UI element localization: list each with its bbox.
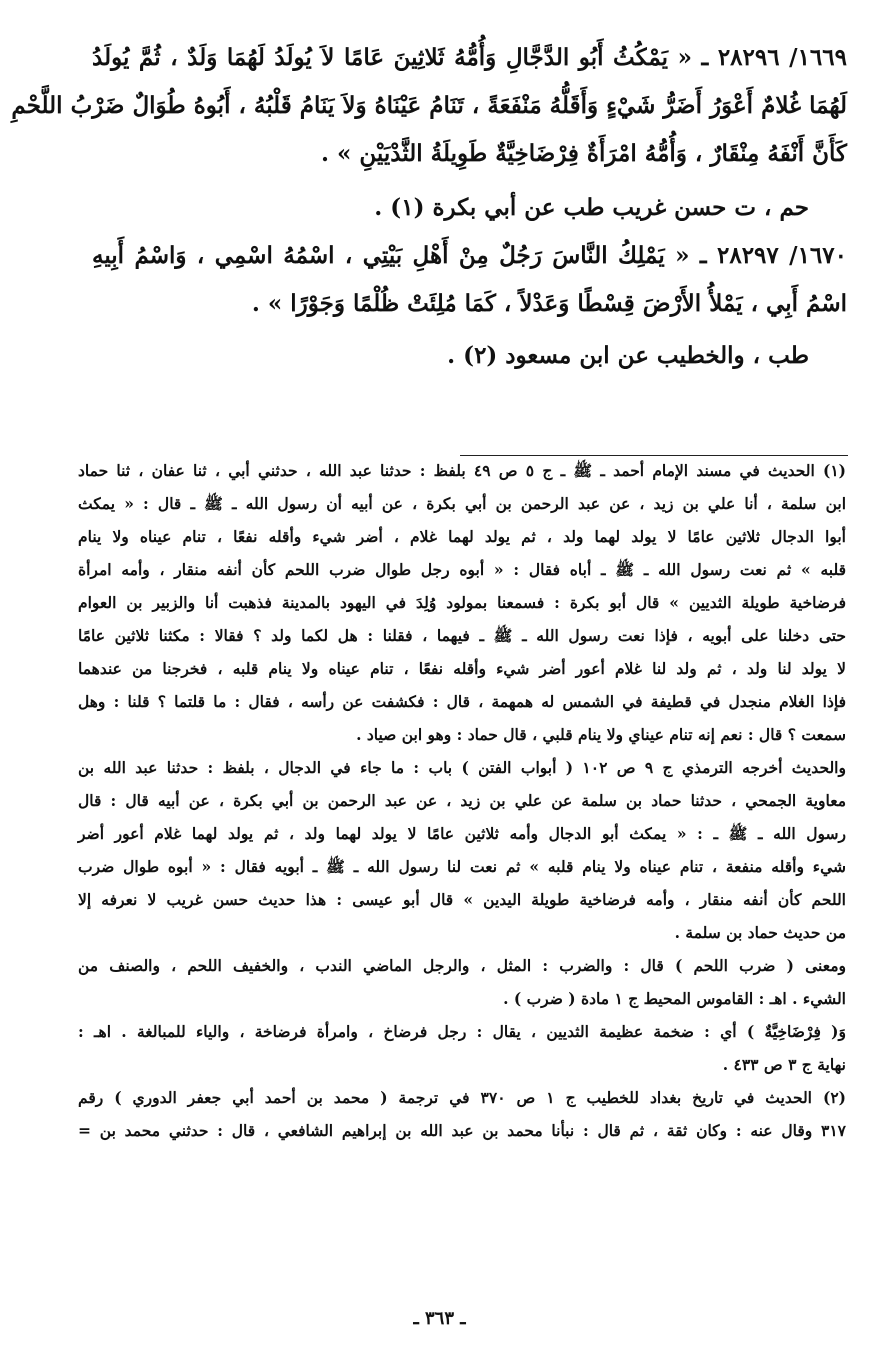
footnote-line: من حديث حماد بن سلمة . (674, 923, 846, 942)
footnote-line: (٢) الحديث في تاريخ بغداد للخطيب ج ١ ص ٣٧٠ في ترجمة ( محمد بن أحمد أبي جعفر الدوري ) رقم (78, 1088, 846, 1107)
hadith-1669-line-3: كَأَنَّ أَنْفَهُ مِنْقَارٌ ، وَأُمُّهُ امْرَأَةٌ فِرْضَاخِيَّةٌ طَوِيلَةُ الثَّدْيَيْنِ » . (321, 140, 847, 167)
footnote-line: رسول الله ـ ﷺ ـ : « يمكث أبو الدجال وأمه ثلاثين عامًا لا يولد لهما ولد ، ثم يولد لهما غلام أعور أضر (78, 824, 846, 843)
hadith-1670-source: طب ، والخطيب عن ابن مسعود (٢) . (447, 342, 809, 369)
footnote-line: نهاية ج ٣ ص ٤٣٣ . (722, 1055, 846, 1074)
footnote-line: اللحم كأن أنفه منقار ، وأمه فرضاخية طويلة اليدين » قال أبو عيسى : هذا حديث حسن غريب لا نعرفه إلا (78, 890, 846, 909)
hadith-1669-line-1: ١٦٦٩/ ٢٨٢٩٦ ـ « يَمْكُثُ أَبُو الدَّجَّالِ وَأُمُّهُ ثَلاثِينَ عَامًا لاَ يُولَدُ لَهُمَا وَلَدٌ ، ثُمَّ يُولَدُ (92, 44, 847, 71)
footnote-line: ابن سلمة ، أنا علي بن زيد ، عن عبد الرحمن بن أبي بكرة ، عن أبيه أن رسول الله ـ ﷺ ـ قال : « يمكث (78, 494, 846, 513)
hadith-1669-line-2: لَهُمَا غُلامٌ أَعْوَرُ أَضَرُّ شَيْءٍ وَأَقَلُّهُ مَنْفَعَةً ، تَنَامُ عَيْنَاهُ وَلاَ يَنَامُ قَلْبُهُ ، أَبُوهُ طُوَالٌ ضَرْبُ اللَّحْمِ (11, 92, 847, 119)
footnote-line: (١) الحديث في مسند الإمام أحمد ـ ﷺ ـ ج ٥ ص ٤٩ بلفظ : حدثنا عبد الله ، حدثني أبي ، ثنا عفان ، ثنا حماد (78, 461, 846, 480)
footnote-line: شيء وأقله منفعة ، تنام عيناه ولا ينام قلبه » ثم نعت لنا رسول الله ـ ﷺ ـ أبويه فقال : « أبوه طوال ضرب (78, 857, 846, 876)
hadith-1670-line-2: اسْمُ أَبِي ، يَمْلأُ الأَرْضَ قِسْطًا وَعَدْلاً ، كَمَا مُلِئَتْ ظُلْمًا وَجَوْرًا » . (251, 290, 847, 317)
page-number: ـ ٣٦٣ ـ (413, 1308, 466, 1329)
footnote-line: وَ( فِرْضَاخِيَّةٌ ) أي : ضخمة عظيمة الثديين ، يقال : رجل فرضاخ ، وامرأة فرضاخة ، والياء للمبالغة . اهـ : (78, 1022, 846, 1041)
footnote-line: حتى دخلنا على أبويه ، فإذا نعت رسول الله ـ ﷺ ـ فيهما ، فقلنا : هل لكما ولد ؟ فقالا : مكثنا ثلاثين عامًا (78, 626, 846, 645)
hadith-1669-source: حم ، ت حسن غريب طب عن أبي بكرة (١) . (374, 194, 809, 221)
footnote-line: قلبه » ثم نعت رسول الله ـ ﷺ ـ أباه فقال : « أبوه رجل طوال ضرب اللحم كأن أنفه منقار ، وأمه امرأة (78, 560, 846, 579)
footnote-line: فرضاخية طويلة الثديين » قال أبو بكرة : فسمعنا بمولود وُلِدَ في اليهود بالمدينة فذهبت أنا والزبير بن العوام (78, 593, 846, 612)
footnote-line: ٣١٧ وقال عنه : وكان ثقة ، ثم قال : نبأنا محمد بن عبد الله بن إبراهيم الشافعي ، قال : حدثني محمد بن = (78, 1121, 846, 1140)
footnote-line: أبوا الدجال ثلاثين عامًا لا يولد لهما ولد ، ثم يولد لهما غلام ، أضر شيء وأقله نفعًا ، تنام عيناه ولا ينام (78, 527, 846, 546)
footnote-line: فإذا الغلام منجدل في قطيفة في الشمس له همهمة ، قال : فكشفت عن رأسه ، فقال : ما قلتما ؟ قلنا : وهل (78, 692, 846, 711)
footnote-line: والحديث أخرجه الترمذي ج ٩ ص ١٠٢ ( أبواب الفتن ) باب : ما جاء في الدجال ، بلفظ : حدثنا عبد الله بن (78, 758, 846, 777)
footnote-line: لا يولد لنا ولد ، ثم ولد لنا غلام أعور أضر شيء وأقله نفعًا ، تنام عيناه ولا ينام قلبه ، فخرجنا من عندهما (78, 659, 846, 678)
footnote-line: الشيء . اهـ : القاموس المحيط ج ١ مادة ( ضرب ) . (503, 989, 846, 1008)
footnote-line: معاوية الجمحي ، حدثنا حماد بن سلمة عن علي بن زيد ، عن عبد الرحمن بن أبي بكرة ، عن أبيه قال : قال (78, 791, 846, 810)
footnote-line: سمعت ؟ قال : نعم إنه تنام عيناي ولا ينام قلبي ، قال حماد : وهو ابن صياد . (356, 725, 846, 744)
footnote-line: ومعنى ( ضرب اللحم ) قال : والضرب : المثل ، والرجل الماضي الندب ، والخفيف اللحم ، والصنف من (78, 956, 846, 975)
hadith-1670-line-1: ١٦٧٠/ ٢٨٢٩٧ ـ « يَمْلِكُ النَّاسَ رَجُلٌ مِنْ أَهْلِ بَيْتِي ، اسْمُهُ اسْمِي ، وَاسْمُ أَبِيهِ (92, 242, 847, 269)
